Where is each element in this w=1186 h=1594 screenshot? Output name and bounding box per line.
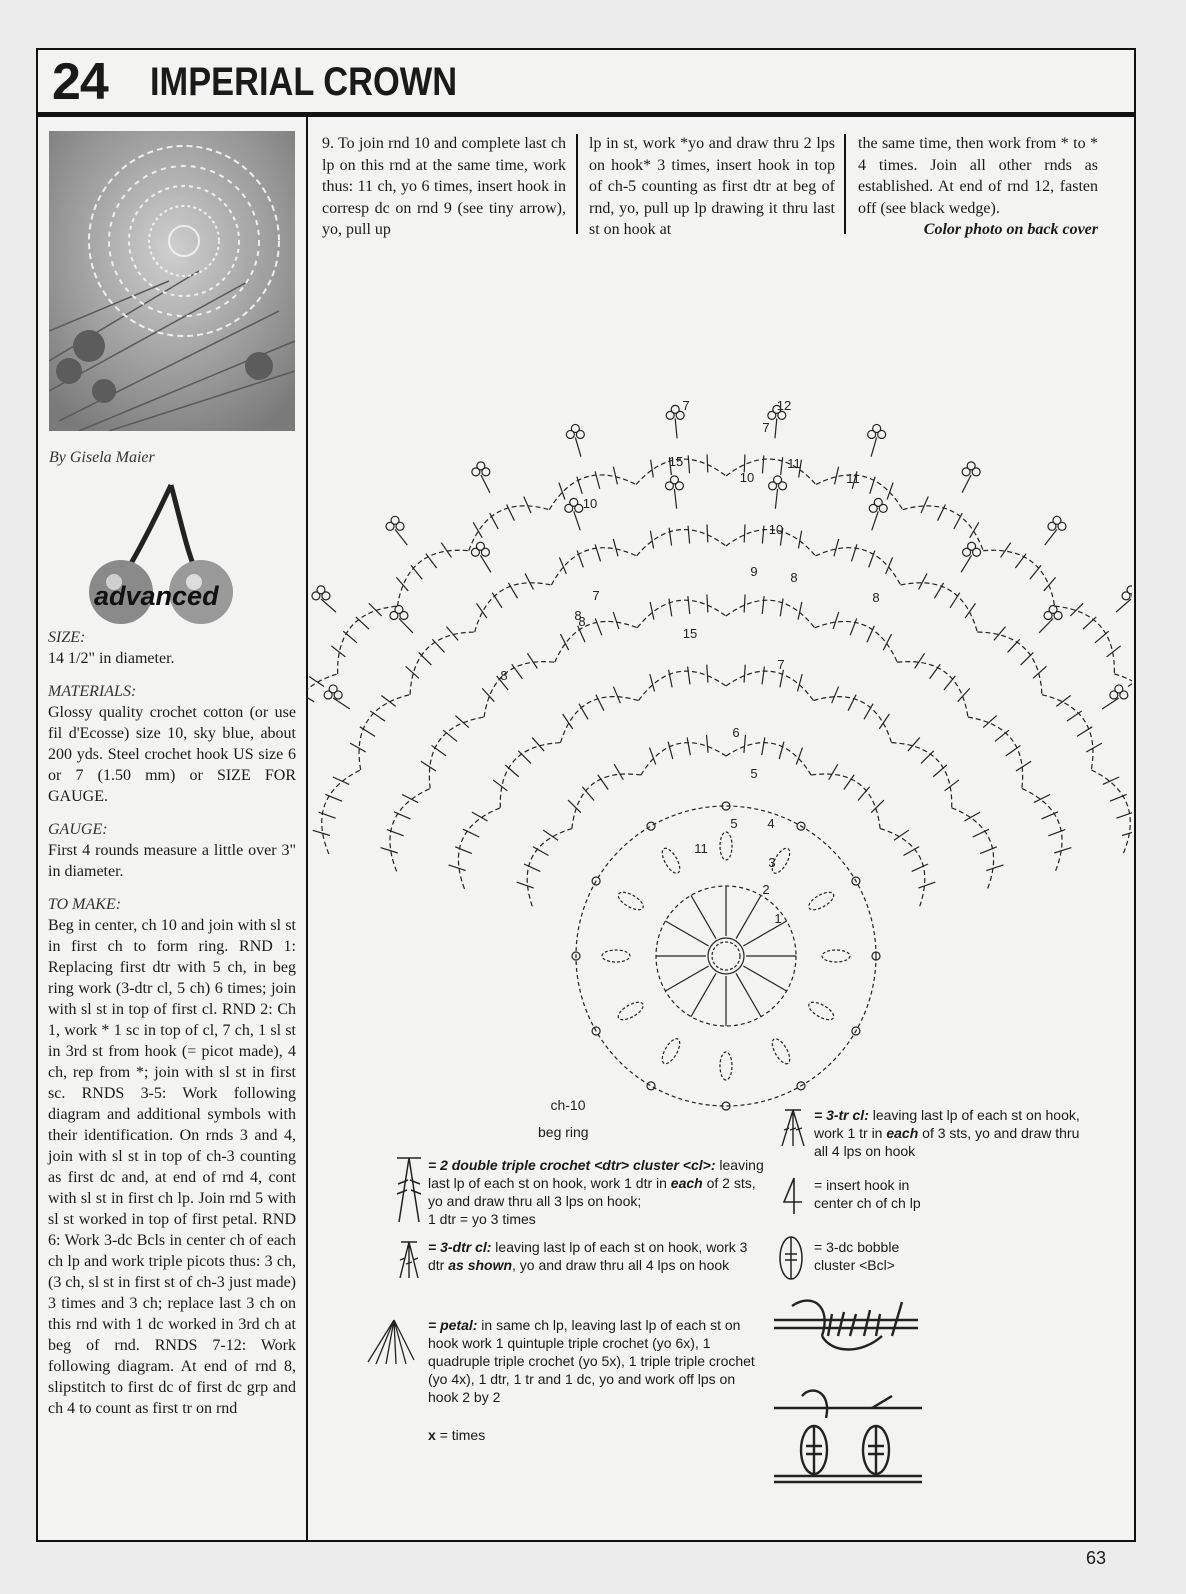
legend-insert-line1: = insert hook in — [814, 1177, 910, 1193]
tr3-cl-symbol-icon — [778, 1108, 808, 1148]
materials-text: Glossy quality crochet cotton (or use fil d'Ecosse) size 10, sky blue, about 200 yds. Steel crochet hook US size 6 or 7 (1.50 mm) or SIZE FOR GAUGE. — [48, 704, 296, 805]
round-number-label: 8 — [578, 614, 586, 629]
sidebar — [38, 117, 308, 1540]
legend-petal — [428, 1316, 758, 1406]
round-number-label: 7 — [682, 398, 690, 413]
size-text: 14 1/2" in diameter. — [48, 650, 175, 667]
round-number-label: 8 — [574, 608, 582, 623]
bobble-symbol-icon — [776, 1234, 806, 1282]
round-number-label: 8 — [872, 590, 880, 605]
legend-3dtr-cl-text2: , yo and draw thru all 4 lps on hook — [512, 1257, 730, 1273]
byline: By Gisela Maier — [49, 449, 155, 466]
column-divider — [844, 134, 846, 234]
pattern-header — [38, 50, 1134, 117]
legend-3dtr-cl — [428, 1238, 758, 1274]
legend-dtr-cluster-text2: of 2 sts, yo and draw thru all 3 lps on hook; — [428, 1175, 756, 1209]
round-number-label: 10 — [739, 470, 755, 485]
round-number-label: 5 — [750, 766, 758, 781]
petal-symbol-icon — [364, 1316, 416, 1368]
tomake-label: TO MAKE: — [48, 896, 122, 913]
round-number-label: 7 — [762, 420, 770, 435]
dtr-cluster-symbol-icon — [394, 1156, 424, 1226]
legend-bobble — [814, 1238, 1014, 1274]
round-number-label: 10 — [582, 496, 598, 511]
legend-insert-line2: center ch of ch lp — [814, 1195, 921, 1211]
legend-insert-hook — [814, 1176, 1014, 1212]
beg-ring-label-2: beg ring — [538, 1124, 589, 1140]
legend-dtr-cluster-each: each — [670, 1175, 703, 1191]
round-number-label: 12 — [776, 398, 792, 413]
legend-times-symbol: x — [428, 1427, 436, 1443]
badge-label: advanced — [94, 581, 219, 611]
round-number-label: 11 — [694, 841, 708, 856]
stitch-illustration-2 — [772, 1388, 932, 1488]
instructions-col-2: lp in st, work *yo and draw thru 2 lps on hook* 3 times, insert hook in top of ch-5 counting as first dtr at beg of rnd, yo, pull up lp drawing it thru last st on hook at — [589, 135, 835, 238]
legend-times — [428, 1426, 485, 1444]
legend-3dtr-cl-name: = 3-dtr cl: — [428, 1239, 492, 1255]
round-number-label: 3 — [768, 855, 776, 870]
pattern-number: 24 — [52, 53, 108, 111]
legend-bobble-line1: = 3-dc bobble — [814, 1239, 900, 1255]
dtr3-cl-symbol-icon — [396, 1240, 422, 1280]
difficulty-badge — [86, 477, 266, 627]
materials-column — [48, 627, 296, 1419]
doily-photo — [49, 131, 295, 431]
round-number-label: 15 — [682, 626, 698, 641]
legend-3dtr-cl-text: leaving last lp of each st on hook, work 3 dtr — [428, 1239, 748, 1273]
stitch-illustration-1 — [772, 1296, 922, 1358]
round-number-label: 10 — [768, 522, 784, 537]
crochet-diagram — [306, 240, 1132, 1120]
legend-3tr-cl-name: = 3-tr cl: — [814, 1107, 869, 1123]
legend-3dtr-cl-as-shown: as shown — [448, 1257, 513, 1273]
legend-bobble-line2: cluster <Bcl> — [814, 1257, 895, 1273]
page-number: 63 — [1086, 1548, 1107, 1568]
legend-3tr-cl-each: each — [886, 1125, 919, 1141]
legend-times-text: = times — [439, 1427, 486, 1443]
round-number-label: 6 — [732, 725, 740, 740]
legend-dtr-cluster-text3: 1 dtr = yo 3 times — [428, 1211, 536, 1227]
round-number-label: 7 — [777, 657, 785, 672]
beg-ring-label-1: ch-10 — [550, 1097, 586, 1113]
round-number-label: 7 — [592, 588, 600, 603]
materials-label: MATERIALS: — [48, 683, 137, 700]
instructions-col-3 — [858, 133, 1098, 241]
page-frame — [36, 48, 1136, 1542]
tomake-text: Beg in center, ch 10 and join with sl st in first ch to form ring. RND 1: Replacing first dtr with 5 ch, in beg ring work (3-dtr cl, 5 ch) 6 times; join with sl st in top of first cl. RND 2: Ch 1, work * 1 sc in top of cl, 7 ch, 1 sl st in 3rd st from hook (= picot made), 4 ch, rep from *; join with sl st in first sc. RNDS 3-5: Work following diagram and additional symbols with their identification. On rnds 3 and 4, join with sl st in top of ch-3 counting as first dc and, at end of rnd 4, cont with sl st in first ch lp. Join rnd 5 with sl st worked in top of first petal. RND 6: Work 3-dc Bcls in center ch of each ch lp and work triple picots thus: 3 ch, (3 ch, sl st in first st of ch-3 just made) 3 times and 3 ch; replace last 3 ch on this rnd with 1 dc worked in 3rd ch at beg of rnd. RNDS 7-12: Work following diagram. At end of rnd 8, slipstitch to first dc of first dc grp and ch 4 to count as first tr on rnd — [48, 917, 296, 1417]
round-number-label: 5 — [730, 816, 738, 831]
legend-dtr-cluster-name: = 2 double triple crochet <dtr> cluster <cl>: — [428, 1157, 716, 1173]
round-number-label: 1 — [774, 911, 782, 926]
instructions-col-1: 9. To join rnd 10 and complete last ch lp on this rnd at the same time, work thus: 11 ch, yo 6 times, insert hook in corresp dc on rnd 9 (see tiny arrow), yo, pull up — [322, 135, 566, 238]
insert-hook-symbol-icon — [782, 1176, 806, 1216]
legend-petal-text: in same ch lp, leaving last lp of each st on hook work 1 quintuple triple crochet (yo 6x), 1 quadruple triple crochet (yo 5x), 1 triple triple crochet (yo 4x), 1 dtr, 1 tr and 1 dc, yo and work off lps on hook 2 by 2 — [428, 1317, 755, 1405]
legend-3tr-cl-text2: of 3 sts, yo and draw thru all 4 lps on hook — [814, 1125, 1080, 1159]
legend-petal-name: = petal: — [428, 1317, 478, 1333]
legend-3tr-cl-text: leaving last lp of each st on hook, work 1 tr in — [814, 1107, 1080, 1141]
round-number-label: 4 — [767, 816, 775, 831]
round-number-label: 9 — [750, 564, 758, 579]
round-number-label: 2 — [762, 882, 770, 897]
legend-dtr-cluster — [428, 1156, 768, 1228]
legend-dtr-cluster-text: leaving last lp of each st on hook, work 1 dtr in — [428, 1157, 764, 1191]
pattern-title: IMPERIAL CROWN — [150, 60, 458, 104]
round-number-label: 15 — [668, 454, 684, 469]
round-number-label: 8 — [790, 570, 798, 585]
size-label: SIZE: — [48, 629, 86, 646]
gauge-text: First 4 rounds measure a little over 3" in diameter. — [48, 842, 296, 880]
legend-3tr-cl — [814, 1106, 1084, 1160]
gauge-label: GAUGE: — [48, 821, 108, 838]
column-divider — [576, 134, 578, 234]
photo-note: Color photo on back cover — [923, 221, 1098, 238]
round-number-label: 11 — [846, 471, 860, 486]
round-number-label: 11 — [787, 456, 801, 471]
instructions-col-3-text: the same time, then work from * to * 4 times. Join all other rnds as established. At end of rnd 12, fasten off (see black wedge). — [858, 135, 1098, 217]
round-number-label: 8 — [500, 668, 508, 683]
